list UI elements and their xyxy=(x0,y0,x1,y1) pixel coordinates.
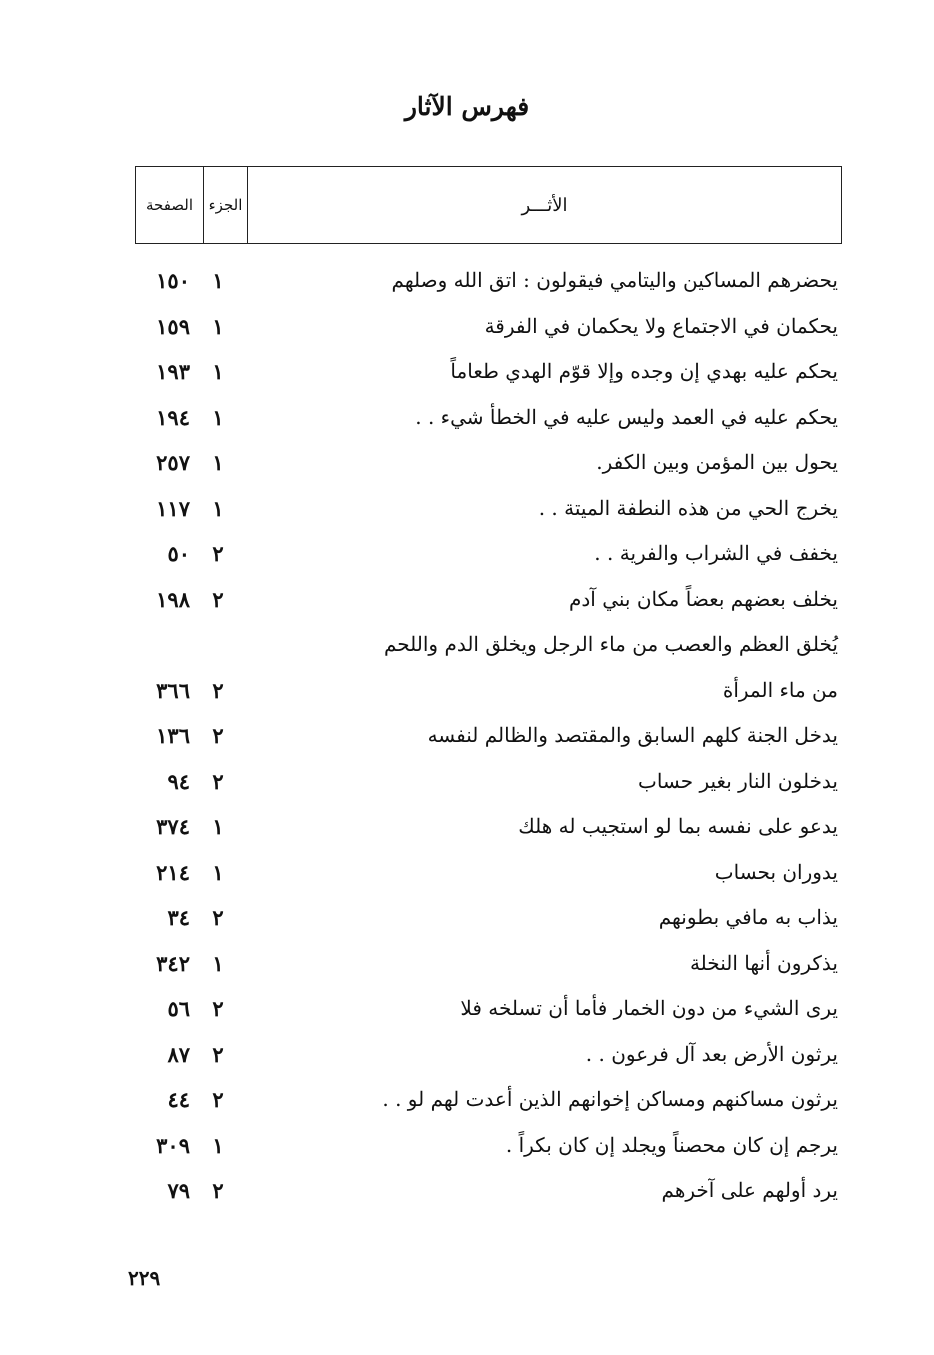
header-athar: الأثـــر xyxy=(247,167,841,243)
page-value: ٥٦ xyxy=(167,996,190,1021)
athar-text: يخفف في الشراب والفرية . . xyxy=(594,541,838,565)
page-title: فهرس الآثار xyxy=(404,92,530,121)
page-value: ٤٤ xyxy=(167,1087,190,1112)
juz-value: ١ xyxy=(212,859,224,885)
juz-value: ١ xyxy=(212,359,224,384)
table-row xyxy=(0,765,934,809)
juz-value: ٢ xyxy=(212,1178,224,1203)
athar-text: يرد أولهم على آخرهم xyxy=(661,1178,838,1202)
table-row xyxy=(0,856,934,900)
juz-value: ٢ xyxy=(212,586,224,612)
juz-value: ١ xyxy=(212,495,224,521)
table-row xyxy=(0,901,934,945)
juz-value: ٢ xyxy=(212,996,224,1021)
page-value: ١٥٩ xyxy=(156,313,190,339)
juz-value: ١ xyxy=(212,950,224,976)
table-row xyxy=(0,810,934,854)
athar-text: يحضرهم المساكين واليتامي فيقولون : اتق الله وصلهم xyxy=(391,268,838,292)
juz-value: ٢ xyxy=(212,1087,224,1112)
page-value: ٣٠٩ xyxy=(156,1132,190,1158)
table-header xyxy=(135,166,842,244)
page-value: ١٩٨ xyxy=(156,586,190,612)
header-page: الصفحة xyxy=(145,196,194,214)
athar-text: يدخلون النار بغير حساب xyxy=(638,768,838,793)
table-row xyxy=(0,537,934,581)
table-row xyxy=(0,947,934,991)
page-value: ٥٠ xyxy=(167,541,190,566)
page-value: ٩٤ xyxy=(167,768,190,794)
juz-value: ١ xyxy=(212,313,224,339)
table-row xyxy=(0,674,934,718)
athar-text: يرى الشيء من دون الخمار فأما أن تسلخه فلا xyxy=(460,996,838,1020)
header-juz: الجزء xyxy=(203,167,247,243)
juz-value: ١ xyxy=(212,268,224,293)
page-value: ١٣٦ xyxy=(156,723,190,748)
table-row xyxy=(0,310,934,354)
athar-text: يذكرون أنها النخلة xyxy=(689,950,838,975)
juz-value: ٢ xyxy=(212,768,224,794)
athar-text: يحكم عليه في العمد وليس عليه في الخطأ شيء . . xyxy=(415,404,838,429)
page-value: ٣٦٦ xyxy=(156,677,190,703)
table-row xyxy=(0,719,934,763)
athar-text: يحكم عليه بهدي إن وجده وإلا قوّم الهدي طعاماً xyxy=(450,359,838,383)
athar-text: يدخل الجنة كلهم السابق والمقتصد والظالم لنفسه xyxy=(427,723,838,747)
juz-value: ١ xyxy=(212,814,224,839)
athar-text: يحكمان في الاجتماع ولا يحكمان في الفرقة xyxy=(484,313,838,338)
table-row xyxy=(0,583,934,627)
athar-text: يخرج الحي من هذه النطفة الميتة . . xyxy=(538,495,838,520)
table-row xyxy=(0,264,934,308)
page-value: ٢١٤ xyxy=(156,859,190,885)
juz-value: ٢ xyxy=(212,723,224,748)
juz-value: ٢ xyxy=(212,677,224,703)
page-value: ٣٧٤ xyxy=(156,814,190,839)
table-row xyxy=(0,1174,934,1218)
athar-text: يخلف بعضهم بعضاً مكان بني آدم xyxy=(569,586,838,611)
table-row xyxy=(0,492,934,536)
page-value: ١٩٤ xyxy=(156,404,190,430)
page-value: ٣٤ xyxy=(167,905,190,930)
athar-text: يذاب به مافي بطونهم xyxy=(658,905,838,929)
juz-value: ٢ xyxy=(212,1041,224,1067)
table-row xyxy=(0,628,934,672)
table-row xyxy=(0,401,934,445)
athar-text: يرثون مساكنهم ومساكن إخوانهم الذين أعدت لهم لو . . xyxy=(382,1087,838,1111)
juz-value: ٢ xyxy=(212,541,224,566)
page-value: ١٩٣ xyxy=(156,359,190,384)
athar-text: يرثون الأرض بعد آل فرعون . . xyxy=(585,1041,838,1066)
table-row xyxy=(0,446,934,490)
juz-value: ١ xyxy=(212,450,224,475)
table-row xyxy=(0,1038,934,1082)
page-value: ٧٩ xyxy=(167,1178,190,1203)
table-row xyxy=(0,1083,934,1127)
page-value: ١١٧ xyxy=(156,495,190,521)
athar-text: يدعو على نفسه بما لو استجيب له هلك xyxy=(518,814,838,838)
athar-text: من ماء المرأة xyxy=(722,677,838,702)
table-row xyxy=(0,992,934,1036)
athar-text: يرجم إن كان محصناً ويجلد إن كان بكراً . xyxy=(505,1132,838,1157)
juz-value: ١ xyxy=(212,1132,224,1158)
table-row xyxy=(0,1129,934,1173)
page-value: ٨٧ xyxy=(167,1041,190,1067)
athar-text: يدوران بحساب xyxy=(714,859,838,884)
juz-value: ١ xyxy=(212,404,224,430)
page-number: ٢٢٩ xyxy=(128,1266,161,1290)
table-row xyxy=(0,355,934,399)
athar-text: يحول بين المؤمن وبين الكفر. xyxy=(596,450,838,474)
page-value: ٣٤٢ xyxy=(156,950,190,976)
page-value: ٢٥٧ xyxy=(156,450,190,475)
juz-value: ٢ xyxy=(212,905,224,930)
page-value: ١٥٠ xyxy=(156,268,190,293)
athar-text: يُخلق العظم والعصب من ماء الرجل ويخلق الدم واللحم xyxy=(383,632,838,656)
